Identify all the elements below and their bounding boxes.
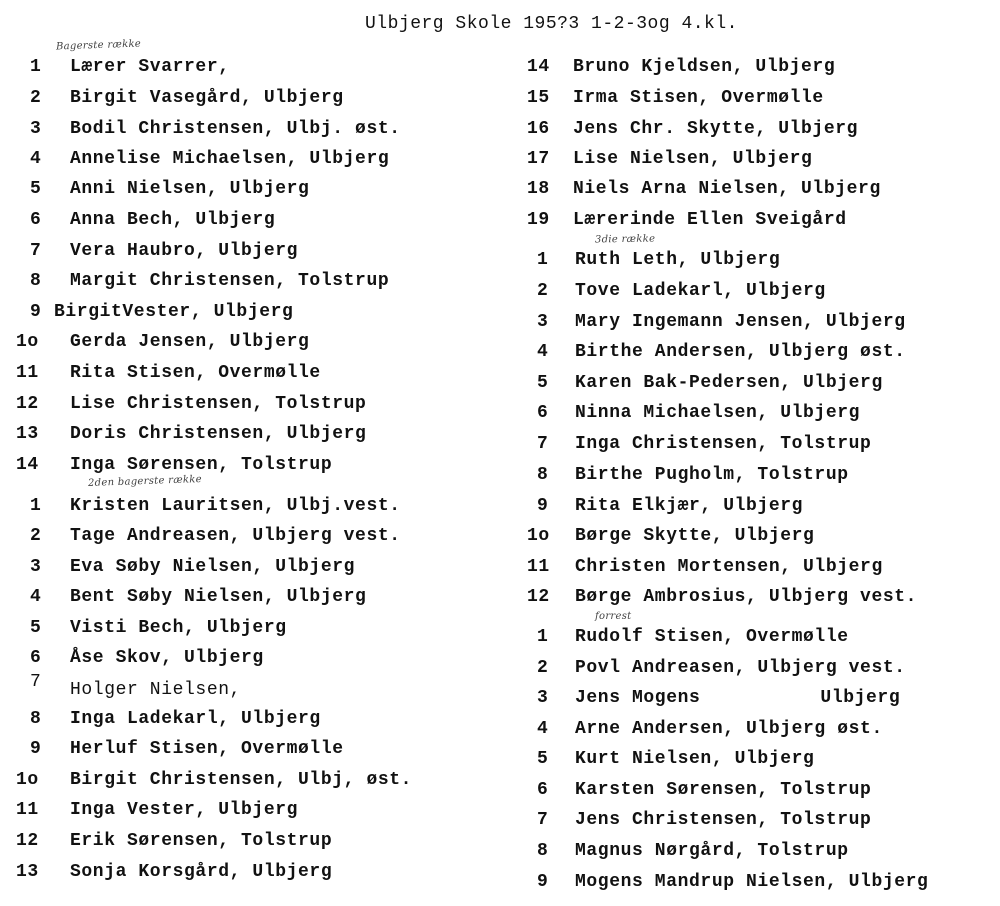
list-item [537, 371, 883, 395]
item-number: 6 [537, 780, 549, 800]
item-number: 4 [30, 587, 42, 607]
item-name: Jens Christensen, Tolstrup [575, 810, 872, 830]
item-number: 4 [537, 342, 549, 362]
item-name: Jens Chr. Skytte, Ulbjerg [573, 119, 859, 139]
item-number: 8 [537, 465, 549, 485]
item-number: 16 [527, 119, 550, 139]
item-number: 12 [527, 587, 550, 607]
item-name: Lærerinde Ellen Sveigård [573, 210, 847, 230]
item-number: 12 [16, 831, 39, 851]
handwritten-note: 3die række [594, 233, 656, 246]
item-name: Eva Søby Nielsen, Ulbjerg [70, 557, 356, 577]
item-number: 4 [537, 719, 549, 739]
item-number: 9 [537, 872, 549, 892]
handwritten-note: 2den bagerste række [87, 474, 203, 489]
list-item [537, 340, 906, 364]
list-item [16, 422, 366, 446]
item-number: 1o [16, 770, 39, 790]
item-number: 17 [527, 149, 550, 169]
list-item [537, 248, 780, 272]
item-name: Børge Skytte, Ulbjerg [575, 526, 815, 546]
item-name: Lise Christensen, Tolstrup [70, 394, 367, 414]
item-number: 15 [527, 88, 550, 108]
item-name: Rita Elkjær, Ulbjerg [575, 496, 804, 516]
item-name: Birthe Pugholm, Tolstrup [575, 465, 849, 485]
item-name: Sonja Korsgård, Ulbjerg [70, 862, 333, 882]
item-number: 13 [16, 862, 39, 882]
item-name: Gerda Jensen, Ulbjerg [70, 332, 310, 352]
item-name: Margit Christensen, Tolstrup [70, 271, 390, 291]
item-number: 13 [16, 424, 39, 444]
item-number: 6 [30, 648, 42, 668]
item-number: 2 [537, 281, 549, 301]
list-item [527, 524, 814, 548]
list-item [30, 117, 401, 141]
page-title: Ulbjerg Skole 195?3 1-2-3og 4.kl. [365, 14, 738, 34]
list-item [30, 707, 321, 731]
item-number: 7 [30, 241, 42, 261]
list-item [30, 494, 401, 518]
list-item [527, 555, 883, 579]
item-number: 11 [16, 800, 39, 820]
list-item [537, 401, 860, 425]
item-number: 1o [527, 526, 550, 546]
item-name: Mary Ingemann Jensen, Ulbjerg [575, 312, 906, 332]
item-name: Arne Andersen, Ulbjerg øst. [575, 719, 883, 739]
item-name: Lærer Svarrer, [70, 57, 230, 77]
item-number: 2 [30, 526, 42, 546]
list-item [30, 147, 389, 171]
list-item [537, 432, 871, 456]
item-name: Rita Stisen, Overmølle [70, 363, 321, 383]
item-name: Annelise Michaelsen, Ulbjerg [70, 149, 390, 169]
item-number: 8 [30, 271, 42, 291]
item-number: 5 [537, 749, 549, 769]
item-name: Bent Søby Nielsen, Ulbjerg [70, 587, 367, 607]
list-item [537, 310, 906, 334]
item-name: Povl Andreasen, Ulbjerg vest. [575, 658, 906, 678]
item-number: 5 [30, 179, 42, 199]
item-name: Anni Nielsen, Ulbjerg [70, 179, 310, 199]
list-item [537, 778, 871, 802]
item-name: Karen Bak-Pedersen, Ulbjerg [575, 373, 883, 393]
item-number: 1 [30, 57, 42, 77]
item-number: 2 [30, 88, 42, 108]
list-item [16, 361, 321, 385]
list-item [527, 208, 847, 232]
handwritten-note: Bagerste række [55, 38, 142, 53]
item-number: 14 [527, 57, 550, 77]
item-number: 9 [30, 739, 42, 759]
list-item [537, 747, 814, 771]
list-item [537, 625, 849, 649]
item-name: Niels Arna Nielsen, Ulbjerg [573, 179, 881, 199]
list-item [30, 55, 230, 79]
list-item [30, 86, 344, 110]
item-name: Christen Mortensen, Ulbjerg [575, 557, 883, 577]
item-number: 19 [527, 210, 550, 230]
list-item [30, 585, 366, 609]
list-item [30, 269, 389, 293]
item-name: Tove Ladekarl, Ulbjerg [575, 281, 826, 301]
list-item [30, 672, 242, 702]
list-item [30, 555, 355, 579]
list-item [537, 839, 849, 863]
item-name: Børge Ambrosius, Ulbjerg vest. [575, 587, 918, 607]
item-name: Karsten Sørensen, Tolstrup [575, 780, 872, 800]
list-item [527, 177, 881, 201]
item-name: Inga Vester, Ulbjerg [70, 800, 299, 820]
list-item [537, 279, 826, 303]
item-number: 1 [537, 250, 549, 270]
item-number: 12 [16, 394, 39, 414]
item-name: BirgitVester, Ulbjerg [54, 302, 294, 322]
list-item [16, 392, 366, 416]
list-item [30, 616, 287, 640]
item-name: Åse Skov, Ulbjerg [70, 648, 264, 668]
item-number: 5 [30, 618, 42, 638]
list-item [16, 768, 412, 792]
list-item [537, 808, 871, 832]
item-name: Kristen Lauritsen, Ulbj.vest. [70, 496, 401, 516]
item-number: 3 [537, 688, 549, 708]
list-item [16, 860, 332, 884]
item-number: 8 [537, 841, 549, 861]
list-item [16, 798, 298, 822]
list-item [30, 524, 401, 548]
list-item [16, 829, 332, 853]
item-number: 11 [527, 557, 550, 577]
list-item [537, 656, 906, 680]
item-number: 1 [537, 627, 549, 647]
list-item [537, 717, 883, 741]
item-name: Bodil Christensen, Ulbj. øst. [70, 119, 401, 139]
list-item [16, 330, 309, 354]
list-item [537, 494, 803, 518]
item-name: Inga Christensen, Tolstrup [575, 434, 872, 454]
list-item [527, 585, 917, 609]
item-name: Birgit Vasegård, Ulbjerg [70, 88, 344, 108]
item-number: 3 [30, 557, 42, 577]
item-number: 11 [16, 363, 39, 383]
item-number: 1 [30, 496, 42, 516]
item-number: 7 [537, 434, 549, 454]
item-number: 6 [30, 210, 42, 230]
list-item [16, 453, 332, 477]
item-number: 2 [537, 658, 549, 678]
item-number: 3 [30, 119, 42, 139]
list-item [537, 463, 849, 487]
item-number: 14 [16, 455, 39, 475]
list-item [527, 55, 835, 79]
item-name: Ninna Michaelsen, Ulbjerg [575, 403, 861, 423]
list-item [527, 117, 858, 141]
item-name: Doris Christensen, Ulbjerg [70, 424, 367, 444]
item-name: Irma Stisen, Overmølle [573, 88, 824, 108]
item-number: 18 [527, 179, 550, 199]
item-name: Visti Bech, Ulbjerg [70, 618, 287, 638]
item-name: Inga Ladekarl, Ulbjerg [70, 709, 321, 729]
item-name: Jens Mogens [575, 688, 701, 708]
item-number: 6 [537, 403, 549, 423]
item-name: Inga Sørensen, Tolstrup [70, 455, 333, 475]
item-number: 5 [537, 373, 549, 393]
item-name: Erik Sørensen, Tolstrup [70, 831, 333, 851]
item-name: Holger Nielsen, [70, 680, 242, 700]
item-name: Rudolf Stisen, Overmølle [575, 627, 849, 647]
item-number: 9 [537, 496, 549, 516]
item-name: Herluf Stisen, Overmølle [70, 739, 344, 759]
list-item [30, 208, 275, 232]
item-name: Kurt Nielsen, Ulbjerg [575, 749, 815, 769]
item-place: Ulbjerg [820, 688, 901, 708]
handwritten-note: forrest [595, 611, 632, 622]
list-item [30, 300, 293, 324]
item-number: 3 [537, 312, 549, 332]
item-number: 7 [537, 810, 549, 830]
item-name: Anna Bech, Ulbjerg [70, 210, 276, 230]
item-name: Lise Nielsen, Ulbjerg [573, 149, 813, 169]
list-item [537, 870, 928, 894]
item-number: 4 [30, 149, 42, 169]
item-name: Mogens Mandrup Nielsen, Ulbjerg [575, 872, 929, 892]
list-item [537, 686, 900, 710]
item-name: Birthe Andersen, Ulbjerg øst. [575, 342, 906, 362]
list-item [527, 86, 824, 110]
item-name: Vera Haubro, Ulbjerg [70, 241, 299, 261]
item-number: 9 [30, 302, 42, 322]
item-name: Tage Andreasen, Ulbjerg vest. [70, 526, 401, 546]
list-item [30, 177, 309, 201]
list-item [30, 737, 344, 761]
item-number: 8 [30, 709, 42, 729]
list-item [30, 239, 298, 263]
item-name: Magnus Nørgård, Tolstrup [575, 841, 849, 861]
list-item [527, 147, 812, 171]
item-number: 1o [16, 332, 39, 352]
item-number: 7 [30, 672, 42, 692]
list-item [30, 646, 264, 670]
item-name: Ruth Leth, Ulbjerg [575, 250, 781, 270]
item-name: Bruno Kjeldsen, Ulbjerg [573, 57, 836, 77]
item-name: Birgit Christensen, Ulbj, øst. [70, 770, 413, 790]
